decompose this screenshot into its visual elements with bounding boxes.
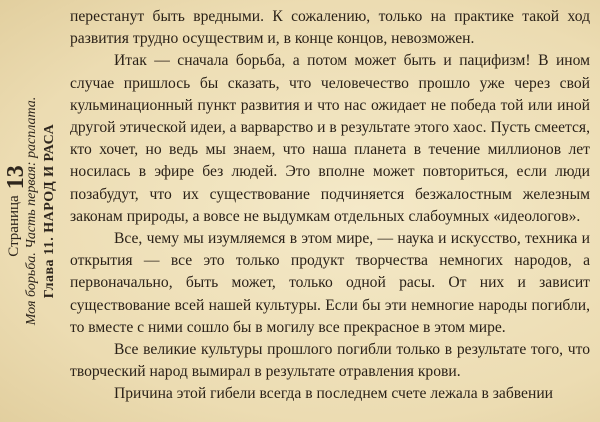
book-title-line	[22, 0, 42, 422]
chapter-line	[40, 0, 60, 422]
paragraph: Причина этой гибели всегда в последнем счете лежала в забвении	[114, 385, 554, 403]
page-number-line	[2, 0, 29, 422]
paragraph: перестанут быть вредными. К сожалению, только на практике такой ход развития трудно осуществим и, в конце концов, невозможен.	[70, 8, 590, 48]
paragraph: Все, чему мы изумляемся в этом мире, — наука и искусство, техника и открытия — все это только продукт творчества немногих народов, а первоначально, быть может, только одной расы. От них и зависит существование всей нашей культуры. Если бы эти немногие народы погибли, то вместе с ними сошло бы в могилу все прекрасное в этом мире.	[70, 230, 590, 336]
paragraph: Итак — сначала борьба, а потом может быть и пацифизм! В ином случае пришлось бы сказать, что человечество прошло уже через свой кульминационный пункт развития и что нас ожидает не победа той или иной другой этической идеи, а варварство и в результате этого хаос. Пусть смеется, кто хочет, но ведь мы знаем, что наша планета в течение миллионов лет носилась в эфире без людей. Это вполне может повториться, если люди позабудут, что их существование подчиняется безжалостным железным законам природы, а вовсе не выдумкам отдельных слабоумных «идеологов».	[70, 52, 590, 225]
body-text	[70, 6, 590, 406]
paragraph: Все великие культуры прошлого погибли только в результате того, что творческий народ вымирал в результате отравления крови.	[70, 341, 590, 381]
book-title: Моя борьба.	[24, 252, 39, 326]
part-title: Часть первая: расплата.	[24, 96, 39, 249]
chapter-title: НАРОД И РАСА	[42, 123, 57, 233]
running-header	[0, 0, 62, 422]
chapter-label: Глава 11.	[42, 236, 57, 299]
page-margin	[0, 0, 62, 422]
page-label: Страница	[5, 195, 22, 257]
page-number: 13	[2, 165, 29, 190]
